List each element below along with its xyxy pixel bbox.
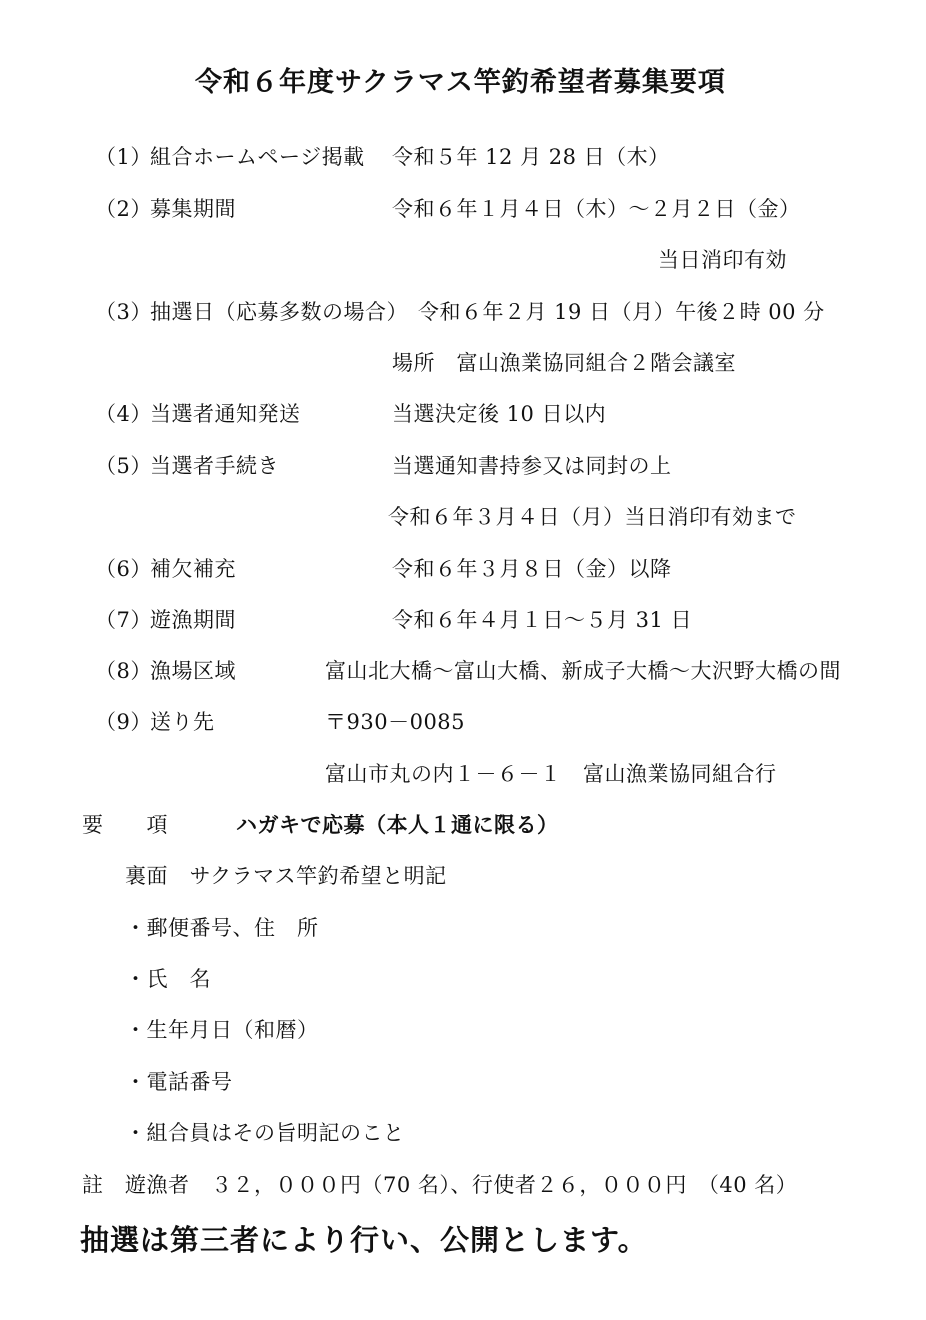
requirements-bullet: ・電話番号 xyxy=(125,1070,233,1094)
item-value-address: 富山市丸の内１－６－１ 富山漁業協同組合行 xyxy=(325,762,777,786)
item-label: 抽選日（応募多数の場合） xyxy=(150,300,408,324)
requirements-bullet: ・氏 名 xyxy=(125,967,211,991)
item-value: 令和５年 12 月 28 日（木） xyxy=(392,145,670,169)
item-number: （7） xyxy=(95,608,152,632)
note-label: 註 xyxy=(82,1173,104,1197)
page-title: 令和６年度サクラマス竿釣希望者募集要項 xyxy=(195,67,726,98)
item-value: 令和６年３月８日（金）以降 xyxy=(392,557,672,581)
item-value: 当選通知書持参又は同封の上 xyxy=(392,454,672,478)
requirements-back: 裏面 サクラマス竿釣希望と明記 xyxy=(125,864,447,888)
item-label: 当選者通知発送 xyxy=(150,402,301,426)
item-value: 令和６年１月４日（木）～２月２日（金） xyxy=(392,197,801,221)
requirements-bullet: ・郵便番号、住 所 xyxy=(125,916,319,940)
item-label: 当選者手続き xyxy=(150,454,279,478)
item-value: 当選決定後 10 日以内 xyxy=(392,402,607,426)
requirements-value: ハガキで応募（本人１通に限る） xyxy=(236,812,559,837)
item-value: 令和６年２月 19 日（月）午後２時 00 分 xyxy=(418,300,825,324)
item-value-deadline: 令和６年３月４日（月）当日消印有効まで xyxy=(388,505,797,529)
requirements-bullet: ・組合員はその旨明記のこと xyxy=(125,1121,405,1145)
item-value-note: 当日消印有効 xyxy=(658,248,787,272)
note-text: 遊漁者 ３２，０００円（70 名）、行使者２６，０００円 （40 名） xyxy=(125,1173,798,1197)
item-number: （3） xyxy=(95,300,152,324)
item-number: （4） xyxy=(95,402,152,426)
item-number: （9） xyxy=(95,710,152,734)
item-number: （5） xyxy=(95,454,152,478)
item-label: 遊漁期間 xyxy=(150,608,236,632)
item-label: 募集期間 xyxy=(150,197,236,221)
item-number: （1） xyxy=(95,145,152,169)
closing-statement: 抽選は第三者により行い、公開とします。 xyxy=(80,1223,648,1257)
item-label: 補欠補充 xyxy=(150,557,236,581)
item-value: 富山北大橋～富山大橋、新成子大橋～大沢野大橋の間 xyxy=(325,659,841,683)
requirements-label: 要 項 xyxy=(82,813,168,837)
item-label: 組合ホームページ掲載 xyxy=(150,145,365,169)
item-value-postal: 〒930－0085 xyxy=(325,710,466,734)
item-value: 令和６年４月１日～５月 31 日 xyxy=(392,608,693,632)
item-label: 漁場区域 xyxy=(150,659,236,683)
item-label: 送り先 xyxy=(150,710,215,734)
item-number: （6） xyxy=(95,557,152,581)
requirements-bullet: ・生年月日（和暦） xyxy=(125,1018,319,1042)
item-value-place: 場所 富山漁業協同組合２階会議室 xyxy=(392,351,736,375)
item-number: （2） xyxy=(95,197,152,221)
item-number: （8） xyxy=(95,659,152,683)
